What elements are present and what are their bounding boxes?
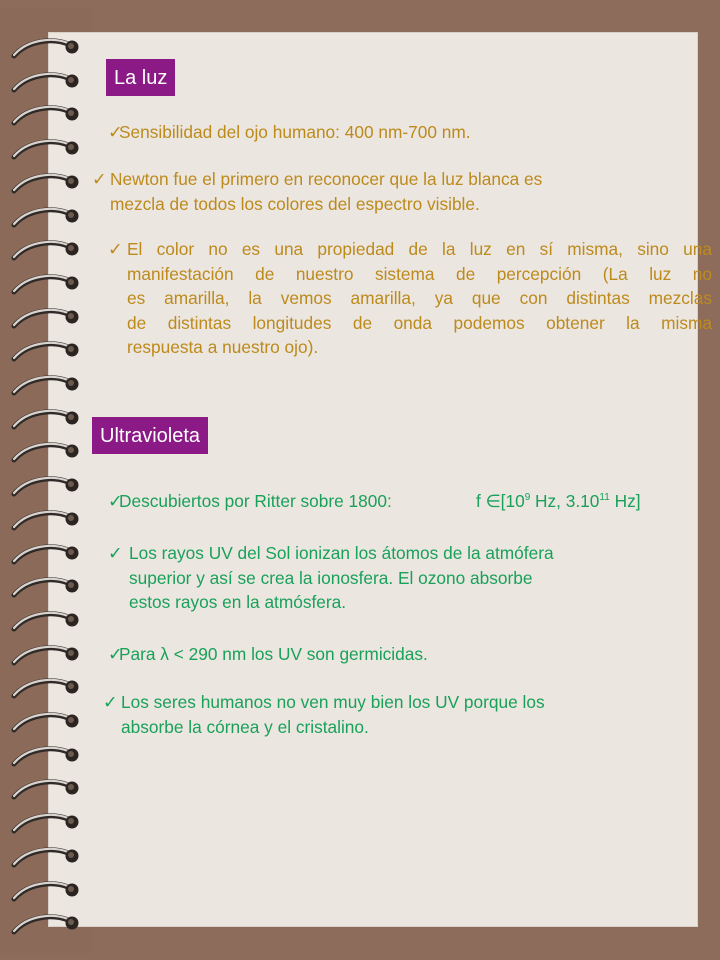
spiral-ring-icon bbox=[8, 845, 80, 869]
spiral-ring-icon bbox=[8, 744, 80, 768]
section-title-text: La luz bbox=[114, 67, 168, 89]
spiral-ring-icon bbox=[8, 811, 80, 835]
spiral-ring-icon bbox=[8, 575, 80, 599]
list-item-text bbox=[110, 167, 542, 216]
spiral-ring-icon bbox=[8, 339, 80, 363]
spiral-ring-icon bbox=[8, 508, 80, 532]
spiral-ring-icon bbox=[8, 912, 80, 936]
checkmark-icon: ✓ bbox=[108, 122, 123, 142]
text-line: Descubiertos por Ritter sobre 1800: bbox=[119, 491, 392, 511]
spiral-ring-icon bbox=[8, 306, 80, 330]
spiral-ring-icon bbox=[8, 272, 80, 296]
checkmark-icon: ✓ bbox=[108, 239, 123, 259]
spiral-ring-icon bbox=[8, 542, 80, 566]
text-line: es amarilla, la vemos amarilla, ya que con distintas mezclas bbox=[127, 288, 712, 308]
text-line: absorbe la córnea y el cristalino. bbox=[121, 716, 369, 737]
text-line: Los seres humanos no ven muy bien los UV porque los bbox=[121, 692, 545, 712]
spiral-ring-icon bbox=[8, 137, 80, 161]
spiral-ring-icon bbox=[8, 474, 80, 498]
spiral-ring-icon bbox=[8, 373, 80, 397]
spiral-ring-icon bbox=[8, 407, 80, 431]
spiral-ring-icon bbox=[8, 440, 80, 464]
spiral-ring-icon bbox=[8, 238, 80, 262]
section-title-text: Ultravioleta bbox=[100, 425, 201, 447]
text-line: manifestación de nuestro sistema de percepción (La luz no bbox=[127, 263, 712, 284]
text-line: superior y así se crea la ionosfera. El ozono absorbe bbox=[129, 567, 533, 588]
spiral-ring-icon bbox=[8, 205, 80, 229]
spiral-ring-icon bbox=[8, 676, 80, 700]
list-item-text bbox=[119, 489, 392, 514]
list-item-text bbox=[119, 642, 428, 667]
spiral-ring-icon bbox=[8, 643, 80, 667]
list-item-text bbox=[119, 120, 471, 145]
text-line: de distintas longitudes de onda podemos obtener la misma bbox=[127, 312, 712, 333]
list-item-text bbox=[127, 237, 712, 360]
spiral-ring-icon bbox=[8, 103, 80, 127]
checkmark-icon: ✓ bbox=[103, 692, 118, 712]
spiral-ring-icon bbox=[8, 710, 80, 734]
checkmark-icon: ✓ bbox=[108, 491, 123, 511]
spiral-ring-icon bbox=[8, 777, 80, 801]
text-line: mezcla de todos los colores del espectro visible. bbox=[110, 193, 480, 214]
text-line: Para λ < 290 nm los UV son germicidas. bbox=[119, 644, 428, 664]
text-line: Los rayos UV del Sol ionizan los átomos de la atmófera bbox=[129, 543, 554, 563]
checkmark-icon: ✓ bbox=[92, 169, 107, 189]
section-title-ultravioleta bbox=[92, 417, 208, 454]
text-line: respuesta a nuestro ojo). bbox=[127, 337, 319, 357]
checkmark-icon: ✓ bbox=[108, 644, 123, 664]
text-line: estos rayos en la atmósfera. bbox=[129, 592, 347, 612]
spiral-ring-icon bbox=[8, 70, 80, 94]
list-item-text bbox=[129, 541, 554, 615]
spiral-ring-icon bbox=[8, 36, 80, 60]
frequency-range: f $\in[10^9$ Hz, 3.10$^{11}$ Hz] bbox=[476, 491, 641, 511]
spiral-ring-icon bbox=[8, 609, 80, 633]
section-title-la-luz bbox=[106, 59, 175, 96]
list-item-text bbox=[121, 690, 545, 739]
text-line: Newton fue el primero en reconocer que la luz blanca es bbox=[110, 169, 543, 189]
text-line: Sensibilidad del ojo humano: 400 nm-700 nm. bbox=[119, 122, 471, 142]
checkmark-icon: ✓ bbox=[108, 543, 123, 563]
text-line: El color no es una propiedad de la luz en sí misma, sino una bbox=[127, 239, 712, 259]
spiral-ring-icon bbox=[8, 879, 80, 903]
spiral-ring-icon bbox=[8, 171, 80, 195]
